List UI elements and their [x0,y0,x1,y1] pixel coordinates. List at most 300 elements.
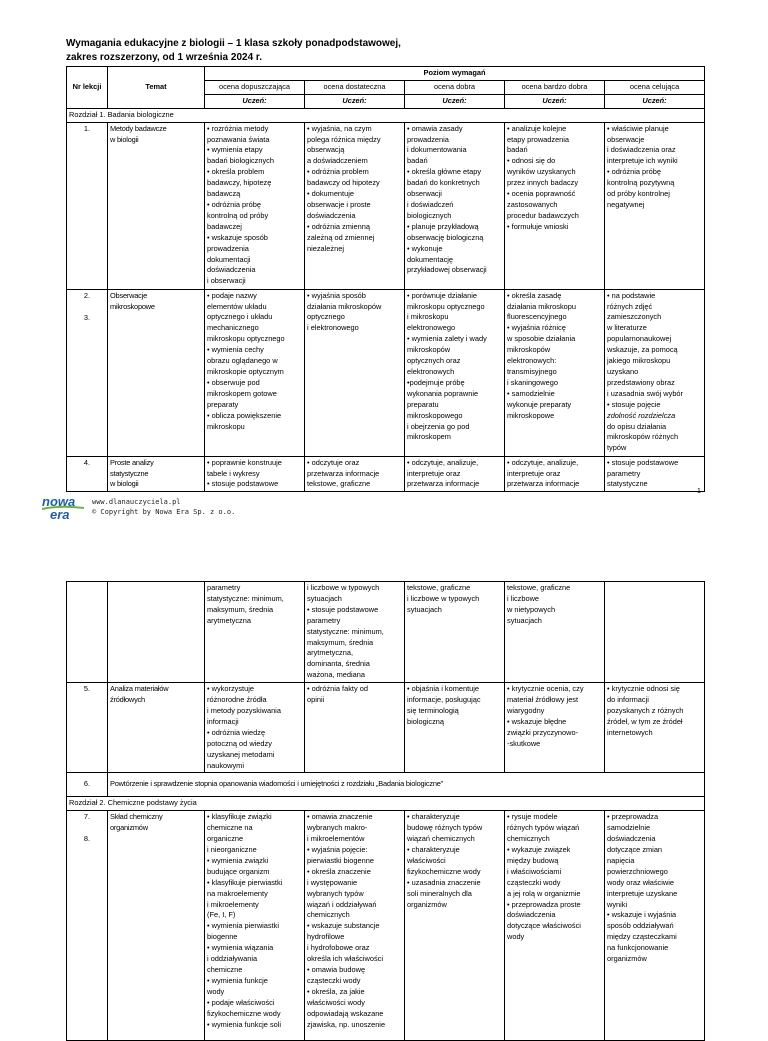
text-line: tekstowe, graficzne [307,479,371,489]
text-line: statystyczne [607,479,648,489]
text-line: przetwarza informacje [407,479,480,489]
text-line: • przeprowadza proste [507,899,581,909]
text-line: zamieszczonych [607,312,662,322]
text-line: preparaty [207,399,239,409]
text-line: • przeprowadza [607,812,659,822]
text-line: • na podstawie [607,290,656,300]
requirement-cell [305,811,405,1041]
text-line: arytmetyczna, [307,648,354,658]
text-line: • wymienia etapy [207,145,263,155]
text-line: organizmów [607,954,647,964]
text-line: mikroskopów [507,345,551,355]
text-line: • porównuje działanie [407,290,477,300]
lesson-number-cell [67,289,108,456]
text-line: • rysuje modele [507,812,558,822]
footer-copyright: © Copyright by Nowa Era Sp. z o.o. [92,508,236,516]
text-line: dotyczące właściwości [507,921,581,931]
text-line: organiczne [207,834,244,844]
text-line: • wyjaśnia pojęcie: [307,845,368,855]
text-line: statystyczne [110,468,149,478]
text-line: wody [207,986,225,996]
text-line: -skutkowe [507,738,541,748]
lesson-number-cell [67,456,108,492]
text-line: • rozróżnia metody [207,123,269,133]
requirement-cell [205,122,305,289]
text-line: mikroskopu optycznego [407,301,485,311]
text-line: właściwości wody [307,997,365,1007]
text-line: Analiza materiałów [110,684,169,694]
text-line: chemiczne na [207,823,253,833]
text-line: i metody pozyskiwania [207,705,281,715]
requirement-cell [405,122,505,289]
text-line: źródeł, w tym ze źródeł [607,716,683,726]
text-line: i dokumentowania [407,145,467,155]
text-line: różnych zdjęć [607,301,653,311]
text-line: elektronowych: [507,356,557,366]
text-line: do opisu działania [607,421,667,431]
requirement-cell [405,683,505,773]
text-line: się terminologią [407,705,459,715]
requirements-table-page-1 [66,66,705,492]
text-line: informacji [207,716,239,726]
text-line: maksymum, średnia [207,604,274,614]
text-line: • poprawnie konstruuje [207,457,282,467]
text-line: • klasyfikuje pierwiastki [207,877,283,887]
text-line: uzyskanej metodami [207,749,275,759]
table-row [67,122,705,289]
title-line-2: zakres rozszerzony, od 1 września 2024 r. [66,52,263,63]
text-line: typów [607,443,627,453]
text-line: • wymienia wiązania [207,943,274,953]
text-line: soli mineralnych dla [407,888,472,898]
text-line: i nieorganiczne [207,845,257,855]
text-line: tabele i wykresy [207,468,260,478]
text-line: kontrolną od próby [207,210,269,220]
text-line: właściwości [407,855,446,865]
text-line: • stosuje podstawowe [207,479,279,489]
text-line: i liczbowe [507,593,540,603]
text-line: wiarygodny [507,705,545,715]
text-line: w nietypowych [507,604,556,614]
requirement-cell [505,289,605,456]
text-line: pozyskanych z różnych [607,705,684,715]
text-line: informacje, posługując [407,695,481,705]
text-line: obserwację biologiczną [407,232,484,242]
text-line: negatywnej [607,199,645,209]
text-line: wskazuje, za pomocą [607,345,678,355]
requirement-cell [405,811,505,1041]
text-line: • dokumentuje [307,189,354,199]
text-line: a doświadczeniem [307,156,368,166]
text-line: wybranych makro- [307,823,368,833]
text-line: • stosuje podstawowe [607,457,679,467]
requirement-cell [305,456,405,492]
uczen-label: Uczeń: [605,94,705,108]
text-line: w sposobie działania [507,334,576,344]
level-header: ocena bardzo dobra [505,80,605,94]
chapter-row [67,797,705,811]
nr-cell [67,582,108,683]
document-title [66,37,706,65]
text-line: • wykazuje związek [507,845,571,855]
text-line: mikroskopów różnych [607,432,679,442]
text-line: i uzasadnia swój wybór [607,388,683,398]
text-line: mikroskopowego [407,410,463,420]
text-line: • charakteryzuje [407,812,460,822]
text-line: • oblicza powiększenie [207,410,282,420]
text-line: • odczytuje, analizuje, [407,457,479,467]
text-line: • wskazuje substancje [307,921,380,931]
text-line: chemicznych [307,910,350,920]
text-line: doświadczenia [207,265,256,275]
text-line: chemiczne [207,965,243,974]
text-line: • odróżnia fakty od [307,684,368,694]
text-line: • wymienia związki [207,855,269,865]
lesson-number: 7. [83,812,91,822]
text-line: fizykochemiczne wody [207,1008,281,1018]
requirement-cell [605,456,705,492]
footer-url[interactable]: www.dlanauczyciela.pl [92,498,181,506]
table-row [67,811,705,1041]
uczen-label: Uczeń: [505,94,605,108]
lesson-number-2: 8. [83,834,91,844]
text-line: elektronowego [407,323,456,333]
text-line: dotyczące zmian [607,845,663,855]
lesson-topic [108,289,205,456]
text-line: mikroskopem gotowe [207,388,277,398]
text-line: optycznego [307,312,345,322]
text-line: biologiczną [407,716,444,726]
text-line: w biologii [110,479,139,489]
text-line: arytmetyczna [207,615,251,625]
text-line: wykonania poprawnie [407,388,479,398]
text-line: Proste analizy [110,457,154,467]
text-line: • wykonuje [407,243,443,253]
table-row-continued [67,582,705,683]
text-line: sytuacjach [407,604,442,614]
text-line: • uzasadnia znaczenie [407,877,481,887]
text-line: elektronowych [407,366,455,376]
text-line: dokumentację [407,254,454,264]
level-header: ocena dopuszczająca [205,80,305,94]
text-line: • obserwuje pod [207,377,260,387]
text-line: między budową [507,855,559,865]
text-line: mikroskopem [407,432,451,442]
text-line: • wykorzystuje [207,684,254,694]
text-line: elementów układu [207,301,267,311]
text-line: • odczytuje oraz [307,457,360,467]
text-line: biologicznych [407,210,452,220]
text-line: przedstawiony obraz [607,377,675,387]
text-line: wody oraz właściwie [607,877,674,887]
text-line: zdolność rozdzielcza [607,410,676,420]
text-line: od próby kontrolnej [607,189,670,199]
text-line: • wymienia funkcje soli [207,1019,282,1029]
text-line: • odróżnia zmienną [307,221,370,231]
text-line: • wymienia funkcje [207,975,268,985]
text-line: przykładowej obserwacji [407,265,487,275]
text-line: wiązań chemicznych [407,834,475,844]
text-line: interpretuje uzyskane [607,888,678,898]
text-line: dokumentacji [207,254,251,264]
text-line: i obserwacji [207,276,246,286]
text-line: • odróżnia wiedzę [207,727,266,737]
table-row [67,683,705,773]
text-line: do informacji [607,695,649,705]
text-line: i hydrofobowe oraz [307,943,370,953]
text-line: i doświadczenia oraz [607,145,676,155]
text-line: obrazu oglądanego w [207,356,278,366]
text-line: uzyskano [607,366,639,376]
text-line: • klasyfikuje związki [207,812,272,822]
text-line: wykonuje preparaty [507,399,572,409]
text-line: sytuacjach [507,615,542,625]
footer-text [92,497,235,517]
text-line: • ocenia poprawność [507,189,576,199]
svg-text:era: era [50,507,70,522]
level-header: ocena celująca [605,80,705,94]
requirement-cell [305,582,405,683]
requirement-cell [405,456,505,492]
text-line: niezależnej [307,243,344,253]
text-line: i mikroelementów [307,834,365,844]
text-line: fluorescencyjnego [507,312,567,322]
text-line: badań biologicznych [207,156,274,166]
text-line: doświadczenia [507,910,556,920]
text-line: związki przyczynowo- [507,727,579,737]
text-line: opinii [307,695,325,705]
text-line: mikroskopie optycznym [207,366,284,376]
uczen-label: Uczeń: [205,94,305,108]
text-line: na funkcjonowanie [607,943,669,953]
text-line: w biologii [110,134,139,144]
chapter-heading: Rozdział 1. Badania biologiczne [67,108,705,122]
text-line: • odczytuje, analizuje, [507,457,579,467]
text-line: internetowych [607,727,653,737]
svg-text:nowa: nowa [42,494,76,509]
text-line: mechanicznego [207,323,259,333]
text-line: interpretuje oraz [407,468,461,478]
text-line: interpretuje ich wyniki [607,156,678,166]
level-header: ocena dostateczna [305,80,405,94]
nowa-era-logo [40,494,86,522]
requirement-cell [605,582,705,683]
requirement-cell [605,683,705,773]
text-line: • omawia znaczenie [307,812,373,822]
text-line: powierzchniowego [607,866,668,876]
text-line: parametry [207,583,241,592]
requirement-cell [205,456,305,492]
header-poziom-wymagan: Poziom wymagań [205,67,705,81]
text-line: • odróżnia próbę [607,167,661,177]
text-line: popularnonaukowej [607,334,672,344]
text-line: w literaturze [607,323,647,333]
text-line: Metody badawcze [110,123,167,133]
text-line: (Fe, I, F) [207,910,236,920]
text-line: • wskazuje błędne [507,716,567,726]
text-line: • właściwie planuje [607,123,669,133]
text-line: statystyczne: minimum, [207,593,284,603]
text-line: prowadzenia [407,134,449,144]
text-line: budujące organizm [207,866,270,876]
text-line: badawczą [207,189,241,199]
lesson-topic [108,456,205,492]
text-line: różnych typów wiązań [507,823,580,833]
text-line: mikroskopowe [507,410,555,420]
text-line: • odnosi się do [507,156,556,166]
requirement-cell [605,289,705,456]
text-line: i liczbowe w typowych [307,583,380,592]
text-line: wyników uzyskanych [507,167,576,177]
text-line: • omawia budowę [307,965,366,974]
text-line: poznawania świata [207,134,270,144]
text-line: tekstowe, graficzne [507,583,571,592]
requirement-cell [205,811,305,1041]
text-line: •podejmuje próbę [407,377,465,387]
lesson-number: 4. [83,457,91,467]
requirement-cell [305,683,405,773]
text-line: przez innych badaczy [507,178,579,188]
text-line: i oddziaływania [207,954,258,964]
chapter-heading: Rozdział 2. Chemiczne podstawy życia [67,797,705,811]
text-line: • wymienia pierwiastki [207,921,279,931]
text-line: procedur badawczych [507,210,579,220]
table-row [67,289,705,456]
requirement-cell [505,683,605,773]
text-line: obserwacją [307,145,345,155]
lesson-number: 6. [67,773,108,797]
lesson-number: 1. [83,123,91,133]
text-line: i mikroelementy [207,899,259,909]
text-line: obserwacje i proste [307,199,371,209]
text-line: pierwiastki biogenne [307,855,374,865]
requirement-cell [605,122,705,289]
text-line: wiązań i oddziaływań [307,899,377,909]
page-number: 1 [697,488,701,495]
chapter-row [67,108,705,122]
text-line: • określa problem [207,167,265,177]
text-line: • analizuje kolejne [507,123,567,133]
text-line: samodzielnie [607,823,651,833]
text-line: • krytycznie ocenia, czy [507,684,584,694]
text-line: Skład chemiczny [110,812,163,822]
text-line: • formułuje wnioski [507,221,569,231]
requirement-cell [305,289,405,456]
title-line-1: Wymagania edukacyjne z biologii – 1 klasa szkoły ponadpodstawowej, [66,38,401,49]
text-line: badawczy od hipotezy [307,178,380,188]
text-line: • wyjaśnia, na czym [307,123,372,133]
text-line: • objaśnia i komentuje [407,684,480,694]
text-line: dominanta, średnia [307,659,370,669]
lesson-number-cell [67,811,108,1041]
text-line: • samodzielnie [507,388,555,398]
text-line: sytuacjach [307,593,342,603]
requirement-cell [205,582,305,683]
text-line: • wskazuje sposób [207,232,268,242]
text-line: etapy prowadzenia [507,134,570,144]
text-line: • planuje przykładową [407,221,479,231]
text-line: i występowanie [307,877,358,887]
requirement-cell [205,683,305,773]
text-line: transmisyjnego [507,366,557,376]
text-line: prowadzenia [207,243,249,253]
text-line: • podaje właściwości [207,997,275,1007]
text-line: różnorodne źródła [207,695,267,705]
text-line: badań [507,145,528,155]
text-line: badań [407,156,428,166]
text-line: interpretuje oraz [507,468,561,478]
text-line: organizmów [407,899,447,909]
text-line: tekstowe, graficzne [407,583,471,592]
text-line: wybranych typów [307,888,364,898]
topic-cell [108,582,205,683]
text-line: • wymienia cechy [207,345,264,355]
header-nr-lekcji: Nr lekcji [67,67,108,109]
text-line: przetwarza informacje [507,479,580,489]
text-line: chemicznych [507,834,550,844]
text-line: działania mikroskopu [507,301,577,311]
lesson-topic [108,811,205,1041]
text-line: cząsteczki wody [307,975,361,985]
text-line: i właściwościami [507,866,562,876]
table-row [67,456,705,492]
text-line: i obejrzenia go pod [407,421,470,431]
text-line: hydrofilowe [307,932,345,942]
text-line: polega różnica między [307,134,381,144]
text-line: parametry [607,468,641,478]
text-line: naukowymi [207,760,244,770]
text-line: • krytycznie odnosi się [607,684,680,694]
requirement-cell [205,289,305,456]
text-line: źródłowych [110,695,145,705]
text-line: na makroelementy [207,888,268,898]
text-line: doświadczenia [307,210,356,220]
requirement-cell [405,289,505,456]
lesson-topic [108,122,205,289]
text-line: optycznych oraz [407,356,461,366]
text-line: kontrolną pozytywną [607,178,675,188]
requirement-cell [505,456,605,492]
text-line: sposób oddziaływań [607,921,674,931]
lesson-number: 2. [83,290,91,300]
text-line: obserwacji [407,189,442,199]
text-line: • odróżnia problem [307,167,369,177]
text-line: i elektronowego [307,323,359,333]
text-line: preparatu [407,399,439,409]
text-line: badawczy, hipotezę [207,178,272,188]
text-line: statystyczne: minimum, [307,626,384,636]
requirement-cell [505,122,605,289]
requirement-cell [505,811,605,1041]
text-line: • wyjaśnia różnicę [507,323,566,333]
text-line: mikroskopu optycznego [207,334,285,344]
text-line: maksymum, średnia [307,637,374,647]
text-line: wody [507,932,525,942]
text-line: • określa znaczenie [307,866,371,876]
text-line: napięcia [607,855,635,865]
text-line: • określa główne etapy [407,167,482,177]
text-line: badań do konkretnych [407,178,480,188]
text-line: między cząsteczkami [607,932,677,942]
uczen-label: Uczeń: [405,94,505,108]
text-line: • podaje nazwy [207,290,257,300]
requirements-table-page-2 [66,581,705,1041]
text-line: • wskazuje i wyjaśnia [607,910,677,920]
text-line: a jej rolą w organizmie [507,888,581,898]
text-line: materiał źródłowy jest [507,695,579,705]
text-line: mikroskopu [207,421,245,431]
text-line: i liczbowe w typowych [407,593,480,603]
